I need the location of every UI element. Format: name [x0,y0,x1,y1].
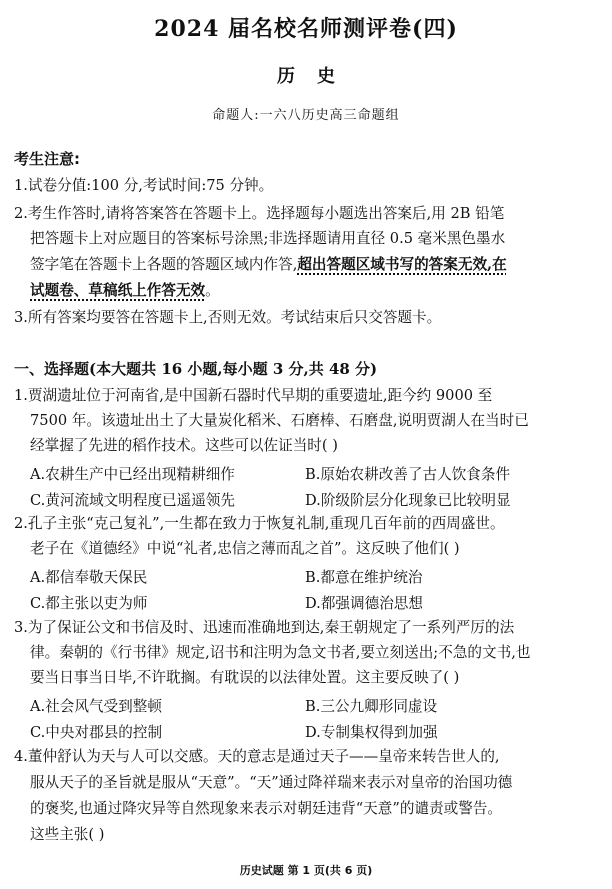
q2-option-c: C.都主张以吏为师 [30,595,148,612]
q2-option-a: A.都信奉敬天保民 [30,569,148,586]
q3-option-c: C.中央对郡县的控制 [30,724,163,741]
section-heading: 一、选择题(本大题共 16 小题,每小题 3 分,共 48 分) [14,360,378,378]
q1-option-d: D.阶级阶层分化现象已比较明显 [305,492,511,509]
q1-line-3: 经掌握了先进的稻作技术。这些可以佐证当时( ) [30,437,338,454]
notice-item-2-line-4-end: 。 [205,282,220,299]
q2-option-b: B.都意在维护统治 [305,569,423,586]
exam-title: 2024 届名校名师测评卷(四) [154,16,458,42]
q3-option-a: A.社会风气受到整顿 [30,698,162,715]
author-line: 命题人:一六八历史高三命题组 [212,108,400,123]
notice-item-2-line-1: 2.考生作答时,请将答案答在答题卡上。选择题每小题选出答案后,用 2B 铅笔 [14,205,505,222]
notice-item-1: 1.试卷分值:100 分,考试时间:75 分钟。 [14,177,274,194]
q4-line-3: 的褒奖,也通过降灾异等自然现象来表示对朝廷违背“天意”的谴责或警告。 [30,800,502,817]
notice-item-2-line-3 [30,255,507,275]
q3-option-b: B.三公九卿形同虚设 [305,698,438,715]
q4-line-1: 4.董仲舒认为天与人可以交感。天的意志是通过天子——皇帝来转告世人的, [14,748,500,765]
notice-item-3: 3.所有答案均要答在答题卡上,否则无效。考试结束后只交答题卡。 [14,309,442,326]
notice-heading: 考生注意: [14,150,80,168]
q1-option-a: A.农耕生产中已经出现精耕细作 [30,466,235,483]
q1-option-c: C.黄河流域文明程度已遥遥领先 [30,492,236,509]
q4-line-2: 服从天子的圣旨就是服从“天意”。“天”通过降祥瑞来表示对皇帝的治国功德 [30,774,513,791]
q3-line-1: 3.为了保证公文和书信及时、迅速而准确地到达,秦王朝规定了一系列严厉的法 [14,619,515,636]
subject-title: 历史 [277,66,357,87]
notice-item-2-line-4 [30,281,220,301]
q3-line-3: 要当日事当日毕,不许耽搁。有耽误的以法律处置。这主要反映了( ) [30,669,460,686]
notice-warning-bold-2: 试题卷、草稿纸上作答无效 [30,282,206,299]
q2-option-d: D.都强调德治思想 [305,595,423,612]
page-footer: 历史试题 第 1 页(共 6 页) [239,864,373,877]
q1-line-1: 1.贾湖遗址位于河南省,是中国新石器时代早期的重要遗址,距今约 9000 至 [14,387,493,404]
notice-item-2-line-3-plain: 签字笔在答题卡上各题的答题区域内作答, [30,256,298,273]
q1-line-2: 7500 年。该遗址出土了大量炭化稻米、石磨棒、石磨盘,说明贾湖人在当时已 [30,412,529,429]
q4-line-4: 这些主张( ) [30,826,105,843]
q2-line-2: 老子在《道德经》中说“礼者,忠信之薄而乱之首”。这反映了他们( ) [30,540,460,557]
q3-line-2: 律。秦朝的《行书律》规定,诏书和注明为急文书者,要立刻送出;不急的文书,也 [30,644,531,661]
q3-option-d: D.专制集权得到加强 [305,724,438,741]
q1-option-b: B.原始农耕改善了古人饮食条件 [305,466,511,483]
notice-warning-bold-1: 超出答题区域书写的答案无效,在 [297,256,507,273]
notice-item-2-line-2: 把答题卡上对应题目的答案标号涂黑;非选择题请用直径 0.5 毫米黑色墨水 [30,230,506,247]
q2-line-1: 2.孔子主张“克己复礼”,一生都在致力于恢复礼制,重现几百年前的西周盛世。 [14,515,505,532]
